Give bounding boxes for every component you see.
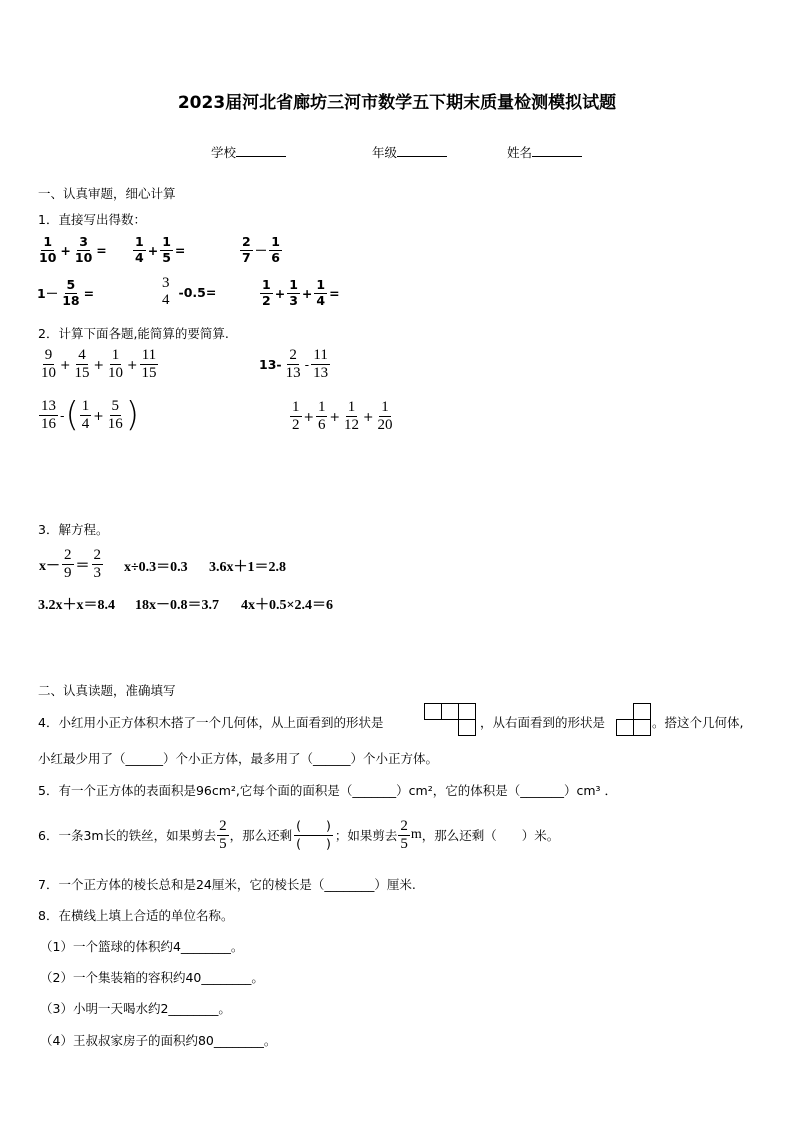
fraction: $\frac{1}{4}$ <box>81 397 90 432</box>
fraction: 3 4 <box>162 275 170 308</box>
q3-eq-6: 4x＋0.5×2.4＝6 <box>241 598 333 613</box>
fraction: $\frac{1}{6}$ <box>271 234 280 265</box>
q4-text-1: 4．小红用小正方体积木搭了一个几何体，从上面看到的形状是 <box>38 715 384 730</box>
fraction: $\frac{9}{10}$ <box>41 347 56 381</box>
fraction: $\frac{1}{2}$ <box>262 277 271 308</box>
fraction: $\frac{1}{4}$ <box>135 234 144 265</box>
fraction: $\frac{1}{5}$ <box>162 234 171 265</box>
fraction: $\frac{5}{16}$ <box>107 397 123 432</box>
fraction: $\frac{3}{10}$ <box>74 234 93 265</box>
q1-expr-1: $\frac{1}{10}$ + $\frac{3}{10}$ = <box>39 234 107 265</box>
section1-heading: 一、认真审题，细心计算 <box>38 186 176 201</box>
q5-text: 5．有一个正方体的表面积是96cm²,它每个面的面积是（_______）cm²，它的体积是（_______）cm³ ． <box>38 783 617 798</box>
q8-item-1: （1）一个篮球的体积约4________。 <box>40 939 244 954</box>
section2-heading: 二、认真读题，准确填写 <box>38 683 176 698</box>
page-title: 2023届河北省廊坊三河市数学五下期末质量检测模拟试题 <box>177 93 617 113</box>
q3-eq-3: 3.6x＋1＝2.8 <box>209 560 286 575</box>
q7-text: 7．一个正方体的棱长总和是24厘米，它的棱长是（________）厘米. <box>38 877 416 892</box>
q3-eq-1: x－ $\frac{2}{9}$ ＝ $\frac{2}{3}$ <box>39 547 101 581</box>
q4-text-line2: 小红最少用了（______）个小正方体，最多用了（______）个小正方体。 <box>38 751 439 766</box>
q2-expr-4: $\frac{1}{2}$ + $\frac{1}{6}$ + $\frac{1}{12}$ + $\frac{1}{20}$ <box>292 399 393 433</box>
fraction: $\frac{11}{13}$ <box>313 347 329 381</box>
fraction: $\frac{5}{18}$ <box>62 277 80 308</box>
fraction: $\frac{1}{3}$ <box>289 277 298 308</box>
q3-label: 3．解方程。 <box>38 522 109 537</box>
q3-eq-2: x÷0.3＝0.3 <box>124 560 188 575</box>
q2-expr-1: $\frac{9}{10}$ + $\frac{4}{15}$ + $\frac{1}{10}$ + $\frac{11}{15}$ <box>41 347 157 381</box>
q8-item-4: （4）王叔叔家房子的面积约80________。 <box>40 1033 277 1048</box>
q1-expr-5: 3 4 -0.5= <box>162 275 217 308</box>
fraction: $\frac{2}{13}$ <box>285 347 301 381</box>
q4-text-2: ，从右面看到的形状是 <box>480 715 606 730</box>
q1-expr-3: $\frac{2}{7}$ － $\frac{1}{6}$ <box>242 234 280 265</box>
grade-label: 年级 <box>372 145 398 160</box>
q6-text: 6．一条3m长的铁丝，如果剪去 $\frac{2}{5}$ ，那么还剩 $\frac{( )}{( )}$ ；如果剪去 $\frac{2}{5}$ m ，那么还剩（ ）米。 <box>38 817 560 852</box>
name-field[interactable] <box>507 143 582 161</box>
fraction: $\frac{2}{5}$ <box>219 817 227 852</box>
fraction: $\frac{1}{20}$ <box>377 399 393 433</box>
q4-text-3: 。搭这个几何体, <box>652 715 744 730</box>
answer-fraction-blank[interactable]: $\frac{( )}{( )}$ <box>296 818 331 851</box>
q1-expr-6: $\frac{1}{2}$ + $\frac{1}{3}$ + $\frac{1}{4}$ = <box>262 277 340 308</box>
q3-eq-4: 3.2x＋x＝8.4 <box>38 598 115 613</box>
fraction: $\frac{1}{10}$ <box>107 347 123 381</box>
fraction: $\frac{1}{6}$ <box>317 399 326 433</box>
q2-expr-2: 13- $\frac{2}{13}$ - $\frac{11}{13}$ <box>259 347 329 381</box>
school-field[interactable] <box>211 143 286 161</box>
q2-label: 2．计算下面各题,能简算的要简算. <box>38 326 229 341</box>
q3-eq-5: 18x－0.8＝3.7 <box>135 598 219 613</box>
right-view-grid-icon <box>616 703 652 737</box>
q1-expr-2: $\frac{1}{4}$ + $\frac{1}{5}$ = <box>135 234 186 265</box>
q1-expr-4: 1－ $\frac{5}{18}$ = <box>37 277 95 308</box>
q2-expr-3: $\frac{13}{16}$ - ( $\frac{1}{4}$ + $\frac{5}{16}$ ) <box>41 395 140 435</box>
fraction: $\frac{1}{4}$ <box>316 277 326 308</box>
fraction: $\frac{2}{9}$ <box>64 547 72 581</box>
fraction: $\frac{4}{15}$ <box>74 347 90 381</box>
fraction: $\frac{11}{15}$ <box>141 347 157 381</box>
fraction: $\frac{2}{7}$ <box>242 234 251 265</box>
fraction: $\frac{2}{3}$ <box>93 547 101 581</box>
name-label: 姓名 <box>507 145 533 160</box>
school-label: 学校 <box>211 145 237 160</box>
fraction: $\frac{2}{5}$ <box>400 817 408 852</box>
left-paren: ( <box>65 395 79 435</box>
q1-label: 1．直接写出得数： <box>38 212 146 227</box>
fraction: $\frac{1}{10}$ <box>39 234 57 265</box>
grade-field[interactable] <box>372 143 447 161</box>
top-view-grid-icon <box>424 703 478 737</box>
right-paren: ) <box>125 395 140 435</box>
q8-label: 8．在横线上填上合适的单位名称。 <box>38 908 234 923</box>
fraction: $\frac{13}{16}$ <box>41 397 56 432</box>
q8-item-3: （3）小明一天喝水约2________。 <box>40 1001 231 1016</box>
fraction: $\frac{1}{12}$ <box>343 399 359 433</box>
q8-item-2: （2）一个集装箱的容积约40________。 <box>40 970 264 985</box>
fraction: $\frac{1}{2}$ <box>292 399 300 433</box>
